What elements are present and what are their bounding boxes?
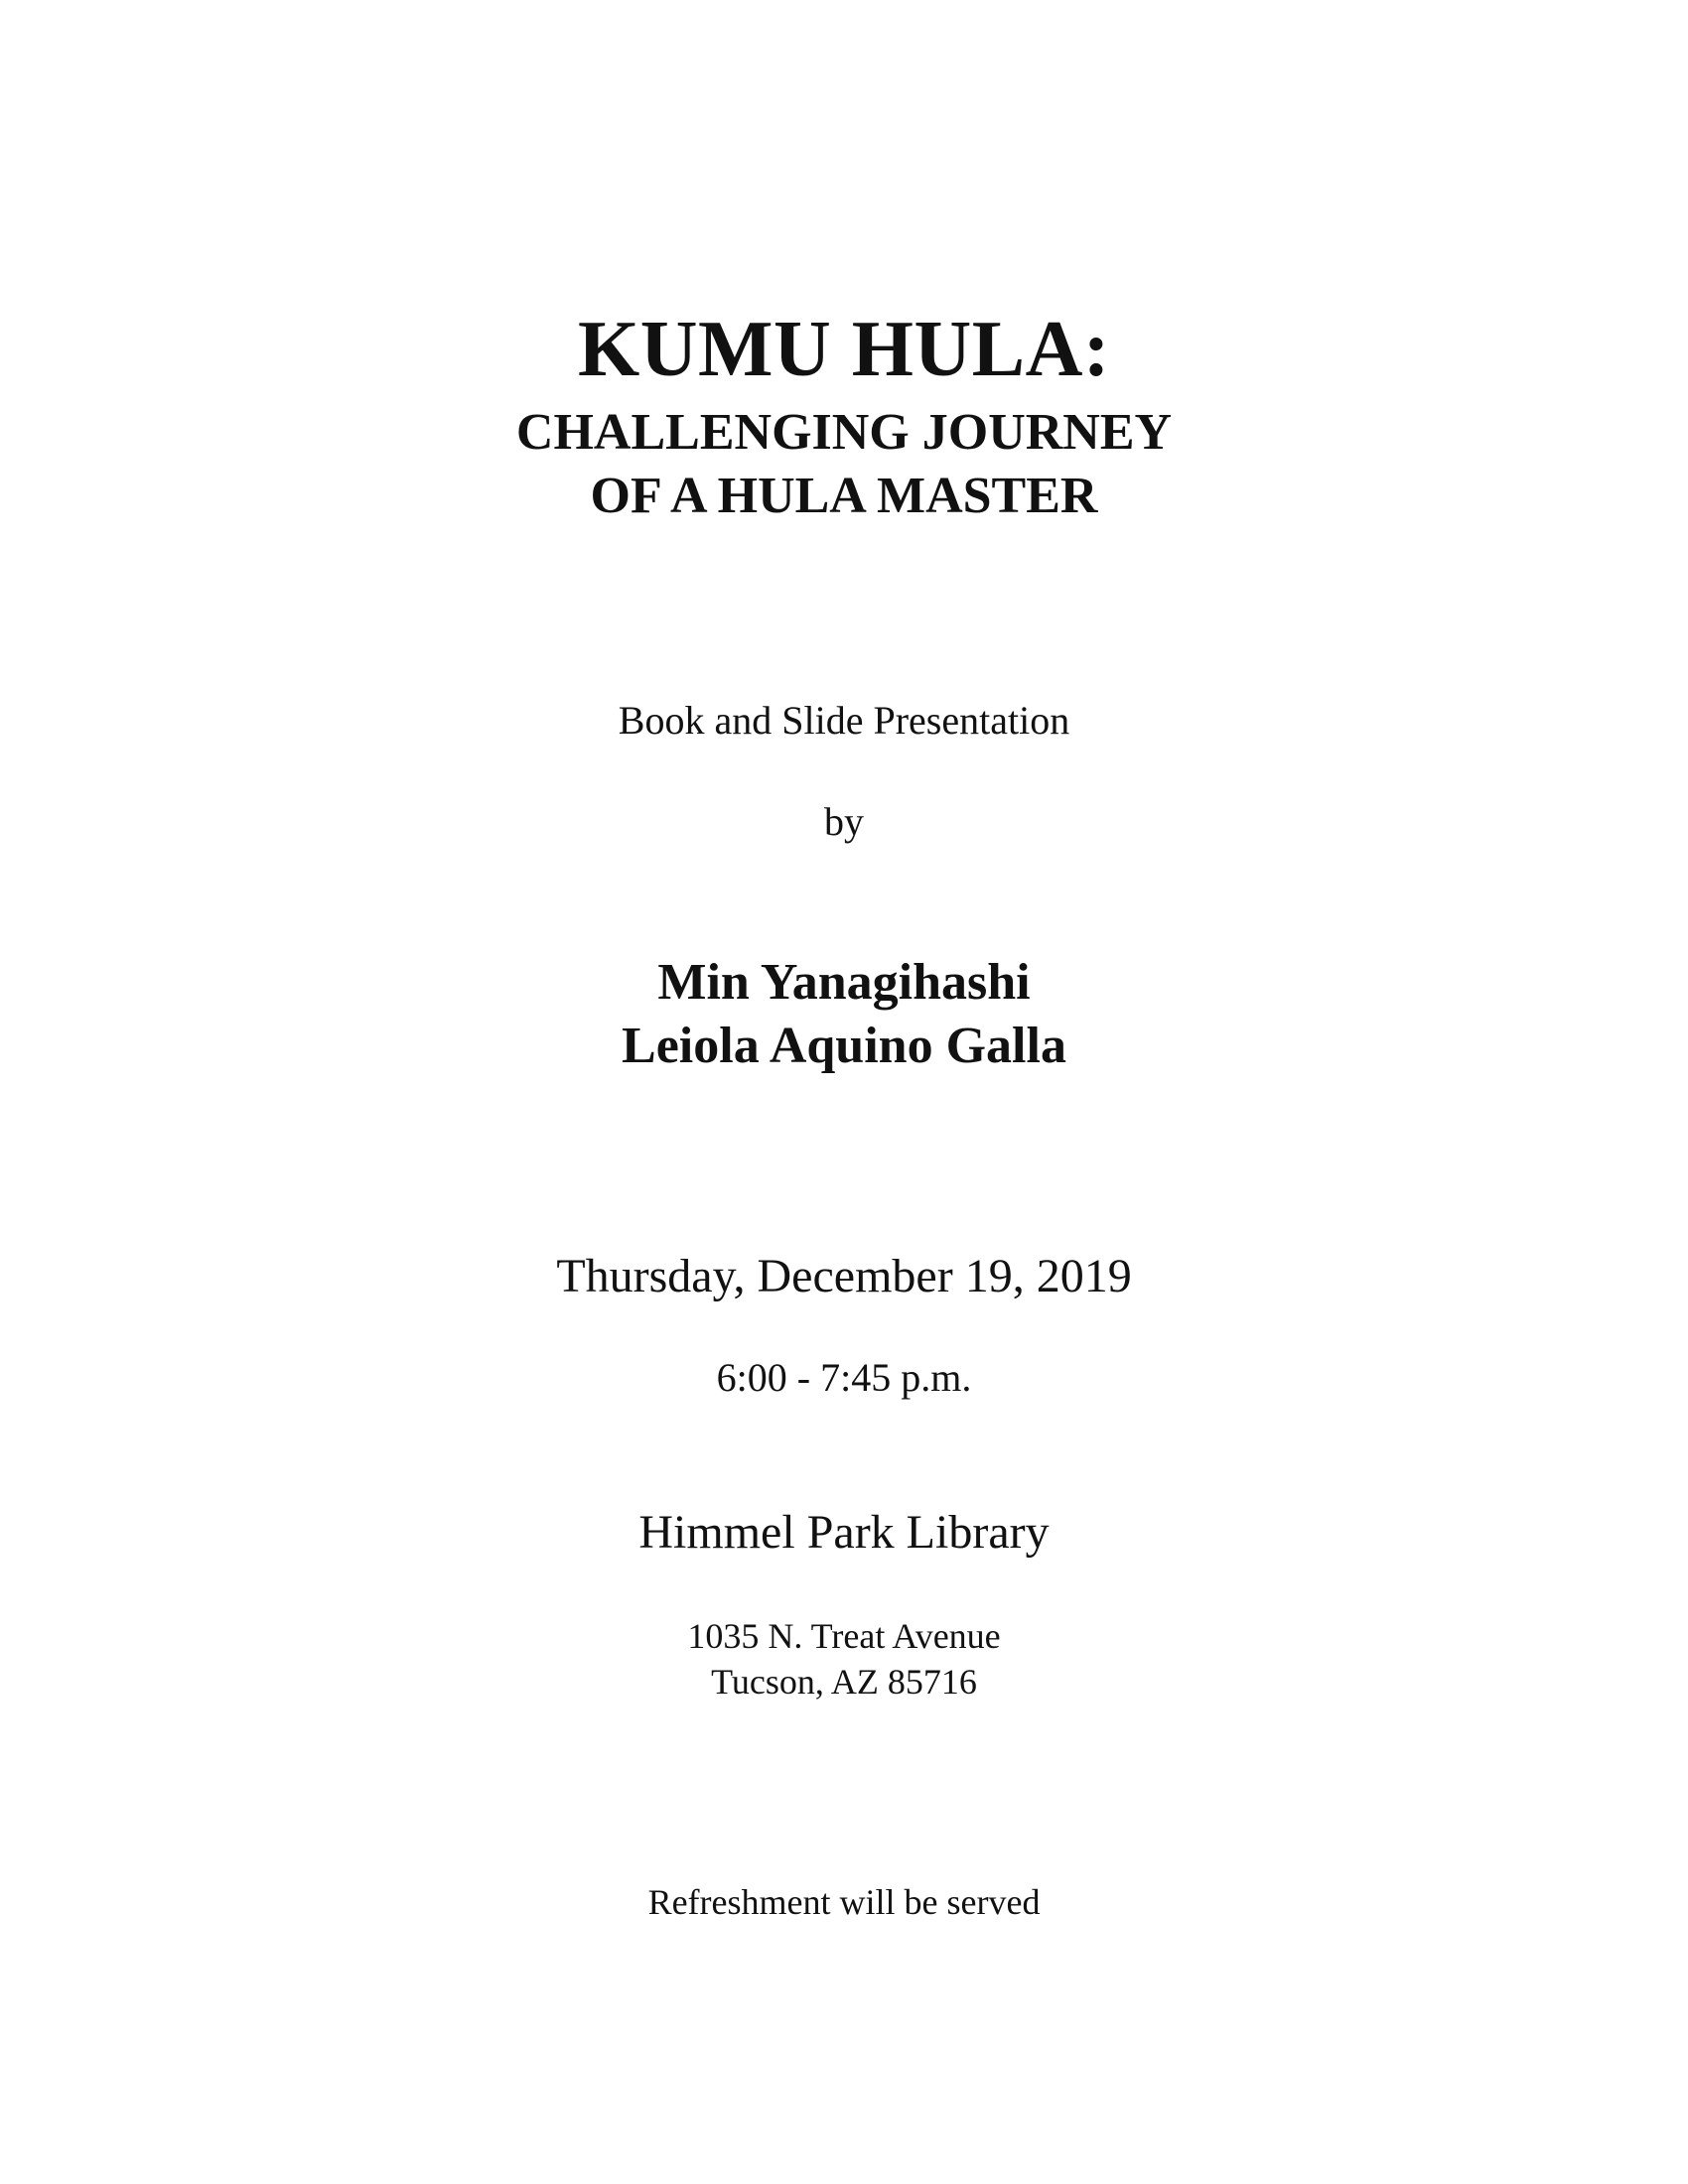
by-label: by [824,799,864,844]
flyer-title: KUMU HULA: [577,306,1111,393]
flyer-subtitle-line-1: CHALLENGING JOURNEY [515,404,1173,461]
event-type: Book and Slide Presentation [618,698,1070,743]
venue-city-state-zip: Tucson, AZ 85716 [711,1662,977,1702]
author-name: Min Yanagihashi [657,954,1031,1011]
event-time: 6:00 - 7:45 p.m. [716,1355,972,1400]
author-name: Leiola Aquino Galla [622,1018,1066,1074]
refreshment-note: Refreshment will be served [647,1882,1041,1922]
venue-street: 1035 N. Treat Avenue [687,1616,1001,1656]
flyer-subtitle-line-2: OF A HULA MASTER [590,468,1098,524]
event-date: Thursday, December 19, 2019 [556,1250,1132,1302]
venue-name: Himmel Park Library [638,1506,1050,1559]
